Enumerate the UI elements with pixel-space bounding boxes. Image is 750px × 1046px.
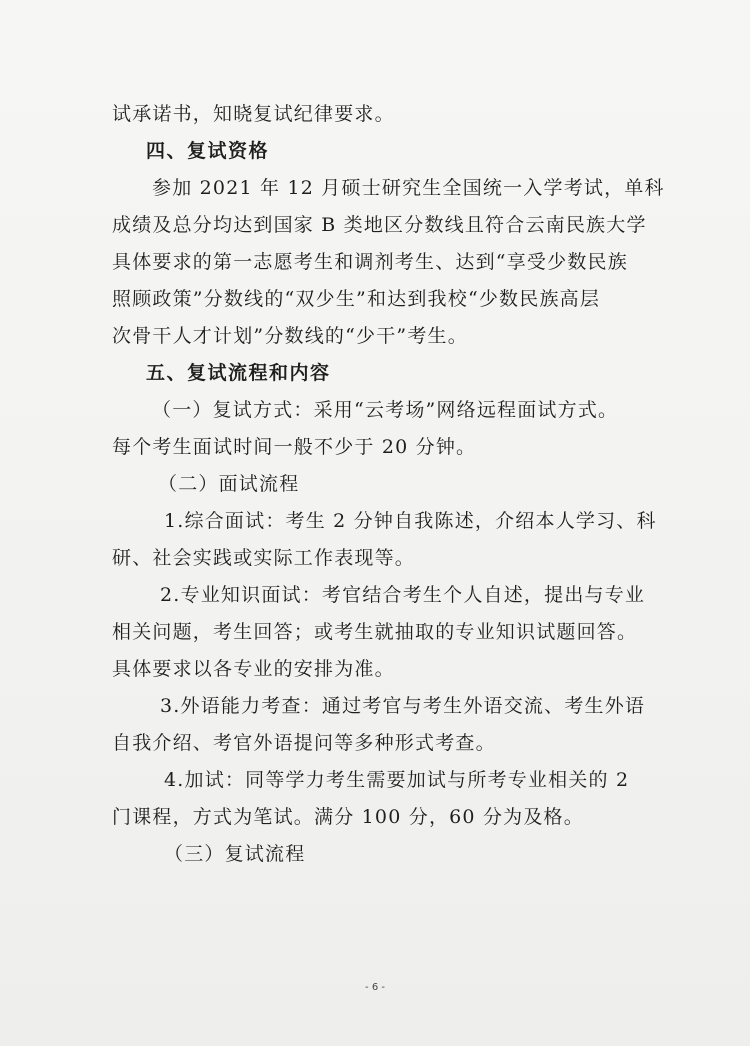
paragraph-line: 2.专业知识面试：考官结合考生个人自述，提出与专业 bbox=[160, 584, 646, 606]
subheading-interview-process: （二）面试流程 bbox=[158, 473, 300, 495]
subheading-retest-process: （三）复试流程 bbox=[164, 843, 306, 865]
paragraph-line: 照顾政策”分数线的“双少生”和达到我校“少数民族高层 bbox=[112, 288, 601, 310]
paragraph-line: 次骨干人才计划”分数线的“少干”考生。 bbox=[112, 325, 468, 347]
paragraph-line: 试承诺书，知晓复试纪律要求。 bbox=[112, 103, 395, 125]
page-number: - 6 - bbox=[365, 982, 385, 993]
paragraph-line: 4.加试：同等学力考生需要加试与所考专业相关的 2 bbox=[164, 769, 630, 791]
paragraph-line: 1.综合面试：考生 2 分钟自我陈述，介绍本人学习、科 bbox=[164, 510, 657, 532]
section-heading-qualification: 四、复试资格 bbox=[146, 140, 270, 162]
section-heading-process: 五、复试流程和内容 bbox=[146, 362, 331, 384]
paragraph-line: 相关问题，考生回答；或考生就抽取的专业知识试题回答。 bbox=[112, 621, 638, 643]
paragraph-line: 参加 2021 年 12 月硕士研究生全国统一入学考试，单科 bbox=[152, 177, 665, 199]
paragraph-line: 自我介绍、考官外语提问等多种形式考查。 bbox=[112, 732, 496, 754]
paragraph-line: （一）复试方式：采用“云考场”网络远程面试方式。 bbox=[152, 399, 619, 421]
paragraph-line: 3.外语能力考查：通过考官与考生外语交流、考生外语 bbox=[160, 695, 646, 717]
paragraph-line: 具体要求以各专业的安排为准。 bbox=[112, 658, 395, 680]
document-body bbox=[112, 96, 665, 873]
paragraph-line: 每个考生面试时间一般不少于 20 分钟。 bbox=[112, 436, 477, 458]
paragraph-line: 具体要求的第一志愿考生和调剂考生、达到“享受少数民族 bbox=[112, 251, 628, 273]
paragraph-line: 研、社会实践或实际工作表现等。 bbox=[112, 547, 416, 569]
paragraph-line: 成绩及总分均达到国家 B 类地区分数线且符合云南民族大学 bbox=[112, 214, 647, 236]
paragraph-line: 门课程，方式为笔试。满分 100 分，60 分为及格。 bbox=[112, 806, 584, 828]
